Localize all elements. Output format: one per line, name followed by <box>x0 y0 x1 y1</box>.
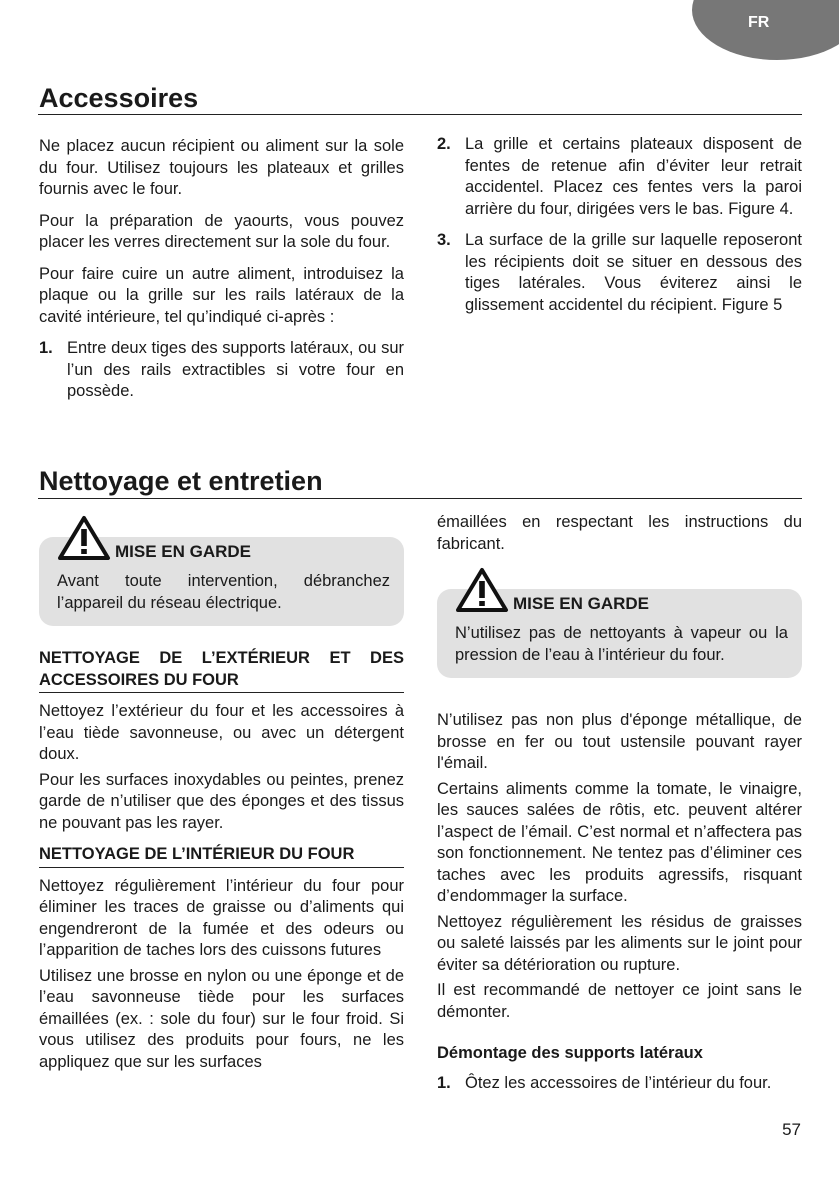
warning-text: N’utilisez pas de nettoyants à vapeur ou la pression de l’eau à l’intérieur du four. <box>455 624 788 664</box>
list-item <box>39 338 404 403</box>
list-number: 1. <box>39 339 53 357</box>
paragraph: Pour les surfaces inoxydables ou peintes, prenez garde de n’utiliser que des éponges et des tissus ne pouvant pas les rayer. <box>39 770 404 832</box>
paragraph: Pour faire cuire un autre aliment, introduisez la plaque ou la grille sur les rails latéraux de la cavité intérieure, tel qu’indiqué ci-après : <box>39 264 404 326</box>
paragraph: N’utilisez pas non plus d'éponge métallique, de brosse en fer ou tout ustensile pouvant rayer l'émail. <box>437 711 802 772</box>
warning-box <box>437 589 802 678</box>
paragraph: Nettoyez régulièrement les résidus de graisses ou saleté laissés par les aliments sur le joint pour éviter sa détérioration ou rupture. <box>437 912 802 974</box>
paragraph: émaillées en respectant les instructions du fabricant. <box>437 513 802 553</box>
paragraph: Utilisez une brosse en nylon ou une éponge et de l’eau savonneuse tiède pour les surfaces émaillées (ex. : sole du four) sur le four froid. Si vous utilisez des produits pour fours, ne les appliquez que sur les surfaces <box>39 966 404 1071</box>
list-text: Entre deux tiges des supports latéraux, ou sur l’un des rails extractibles si votre four en possède. <box>67 339 404 400</box>
list-item <box>437 134 802 220</box>
page-number: 57 <box>782 1120 801 1139</box>
paragraph: Nettoyez l’extérieur du four et les accessoires à l’eau tiède savonneuse, ou avec un détergent doux. <box>39 702 404 763</box>
paragraph: Ne placez aucun récipient ou aliment sur la sole du four. Utilisez toujours les plateaux et grilles fournis avec le four. <box>39 137 404 198</box>
accessoires-left-column <box>39 136 404 413</box>
section-divider <box>38 498 802 499</box>
section-title-nettoyage: Nettoyage et entretien <box>39 466 323 496</box>
paragraph: Certains aliments comme la tomate, le vinaigre, les sauces salées de rôtis, etc. peuvent altérer l’aspect de l’émail. C’est normal et n’affectera pas son fonctionnement. Ne tentez pas d’éliminer ces taches avec les produits agressifs, risquant d’endommager la surface. <box>437 779 802 905</box>
nettoyage-right-column <box>437 512 802 1104</box>
list-text: Ôtez les accessoires de l’intérieur du four. <box>465 1073 772 1092</box>
language-badge <box>692 0 839 60</box>
section-title-accessoires: Accessoires <box>39 83 199 113</box>
subheading: NETTOYAGE DE L’INTÉRIEUR DU FOUR <box>39 844 404 868</box>
list-number: 3. <box>437 231 451 249</box>
paragraph: Pour la préparation de yaourts, vous pouvez placer les verres directement sur la sole du four. <box>39 211 404 251</box>
nettoyage-left-column <box>39 537 404 1083</box>
section-divider <box>38 114 802 115</box>
subheading: Démontage des supports latéraux <box>437 1044 703 1062</box>
warning-triangle-icon <box>57 515 111 561</box>
warning-title: MISE EN GARDE <box>115 542 252 561</box>
paragraph: Nettoyez régulièrement l’intérieur du four pour éliminer les traces de graisse ou d’aliments qui engendreront de la fumée et des odeurs ou l’apparition de taches lors des cuissons futures <box>39 876 404 959</box>
list-item <box>437 230 802 316</box>
list-text: La grille et certains plateaux disposent de fentes de retenue afin d’éviter leur retrait accidentel. Placez ces fentes vers la paroi arrière du four, dirigées vers le bas. Figure 4. <box>465 135 802 218</box>
list-number: 1. <box>437 1073 451 1092</box>
warning-box <box>39 537 404 626</box>
paragraph: Il est recommandé de nettoyer ce joint sans le démonter. <box>437 981 802 1021</box>
list-item <box>437 1073 802 1095</box>
subheading: NETTOYAGE DE L’EXTÉRIEUR ET DES ACCESSOIRES DU FOUR <box>39 648 404 693</box>
accessoires-right-column <box>437 134 802 326</box>
list-number: 2. <box>437 135 451 153</box>
list-text: La surface de la grille sur laquelle reposeront les récipients doit se situer en dessous des tiges latérales. Vous éviterez ainsi le glissement accidentel du récipient. Figure 5 <box>465 231 802 314</box>
warning-title: MISE EN GARDE <box>513 594 650 613</box>
warning-triangle-icon <box>455 567 509 613</box>
language-badge-label: FR <box>748 14 770 31</box>
warning-text: Avant toute intervention, débranchez l’appareil du réseau électrique. <box>57 572 390 612</box>
